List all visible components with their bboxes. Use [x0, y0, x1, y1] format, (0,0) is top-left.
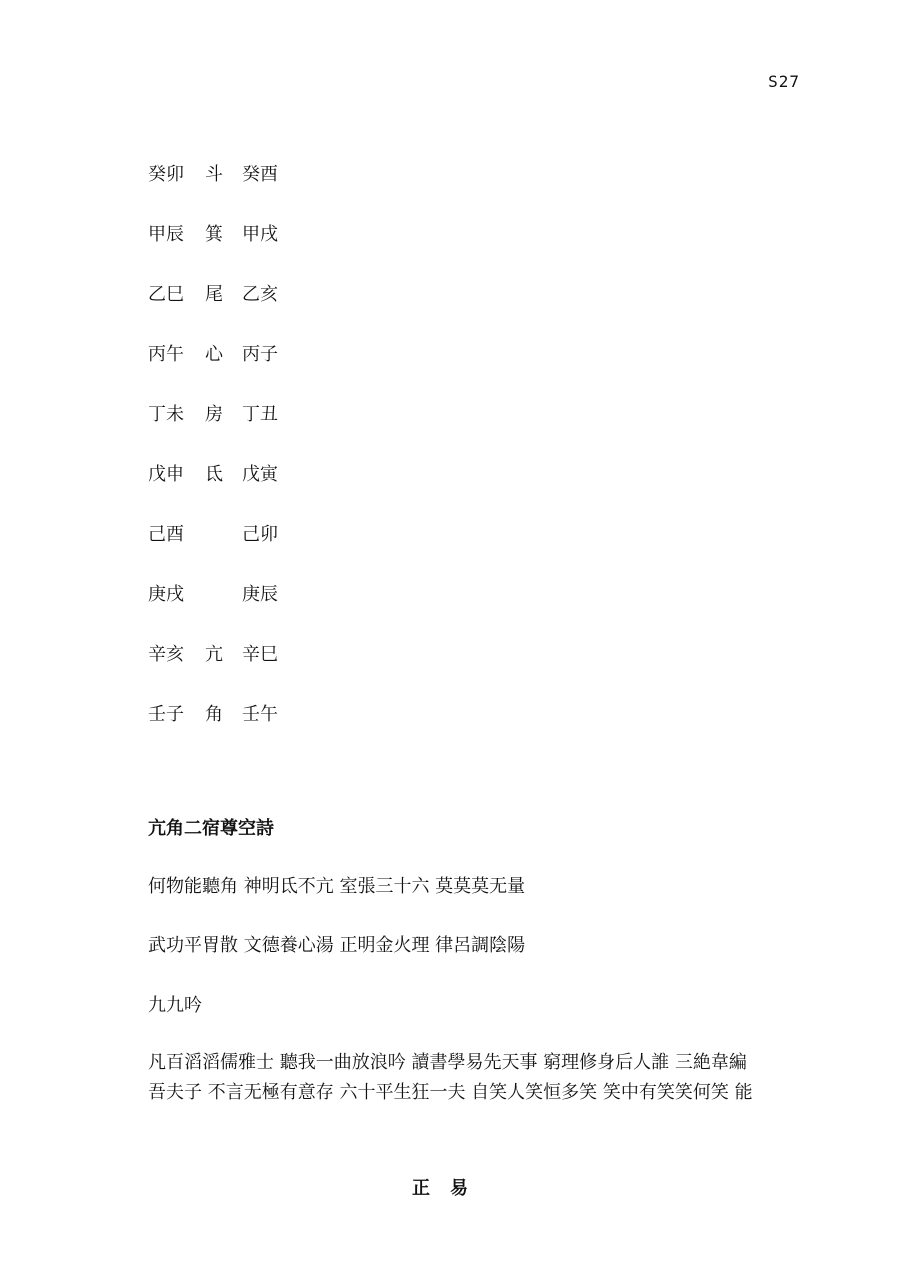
table-row — [148, 642, 302, 702]
row-left-cell: 乙巳 — [148, 284, 184, 305]
ganzhi-table — [148, 162, 302, 762]
table-row — [148, 222, 302, 282]
row-left-cell: 丁未 — [148, 404, 184, 425]
row-star-cell: 角 — [205, 704, 223, 725]
table-row — [148, 462, 302, 522]
table-row — [148, 522, 302, 582]
row-left-cell: 庚戌 — [148, 584, 184, 605]
subsection-title: 九九吟 — [148, 995, 202, 1016]
row-left-cell: 癸卯 — [148, 164, 184, 185]
row-star-cell: 亢 — [205, 644, 223, 665]
page-footer: 正易 — [412, 1178, 488, 1199]
row-star-cell: 心 — [205, 344, 223, 365]
row-right-cell: 戊寅 — [242, 464, 278, 485]
row-star-cell: 尾 — [205, 284, 223, 305]
table-row — [148, 582, 302, 642]
row-star-cell: 斗 — [205, 164, 223, 185]
row-right-cell: 丙子 — [242, 344, 278, 365]
row-left-cell: 壬子 — [148, 704, 184, 725]
row-left-cell: 丙午 — [148, 344, 184, 365]
table-row — [148, 162, 302, 222]
row-right-cell: 乙亥 — [242, 284, 278, 305]
row-right-cell: 己卯 — [242, 524, 278, 545]
row-right-cell: 丁丑 — [242, 404, 278, 425]
table-row — [148, 342, 302, 402]
row-left-cell: 甲辰 — [148, 224, 184, 245]
row-right-cell: 壬午 — [242, 704, 278, 725]
table-row — [148, 702, 302, 762]
row-left-cell: 己酉 — [148, 524, 184, 545]
row-left-cell: 辛亥 — [148, 644, 184, 665]
row-star-cell: 箕 — [205, 224, 223, 245]
row-left-cell: 戊申 — [148, 464, 184, 485]
paragraph-line: 吾夫子 不言无極有意存 六十平生狂一夫 自笑人笑恒多笑 笑中有笑笑何笑 能 — [148, 1082, 753, 1103]
section-title: 亢角二宿尊空詩 — [148, 818, 274, 839]
row-star-cell: 房 — [205, 404, 223, 425]
row-right-cell: 甲戌 — [242, 224, 278, 245]
row-right-cell: 庚辰 — [242, 584, 278, 605]
table-row — [148, 402, 302, 462]
poem-line: 何物能聽角 神明氐不亢 室張三十六 莫莫莫无量 — [148, 876, 526, 897]
poem-paragraph — [148, 1048, 808, 1108]
page-number: S27 — [768, 72, 800, 91]
row-right-cell: 辛巳 — [242, 644, 278, 665]
row-star-cell: 氐 — [205, 464, 223, 485]
paragraph-line: 凡百滔滔儒雅士 聽我一曲放浪吟 讀書學易先天事 窮理修身后人誰 三絶韋編 — [148, 1052, 747, 1073]
table-row — [148, 282, 302, 342]
poem-line: 武功平胃散 文德養心湯 正明金火理 律呂調陰陽 — [148, 935, 526, 956]
row-right-cell: 癸酉 — [242, 164, 278, 185]
